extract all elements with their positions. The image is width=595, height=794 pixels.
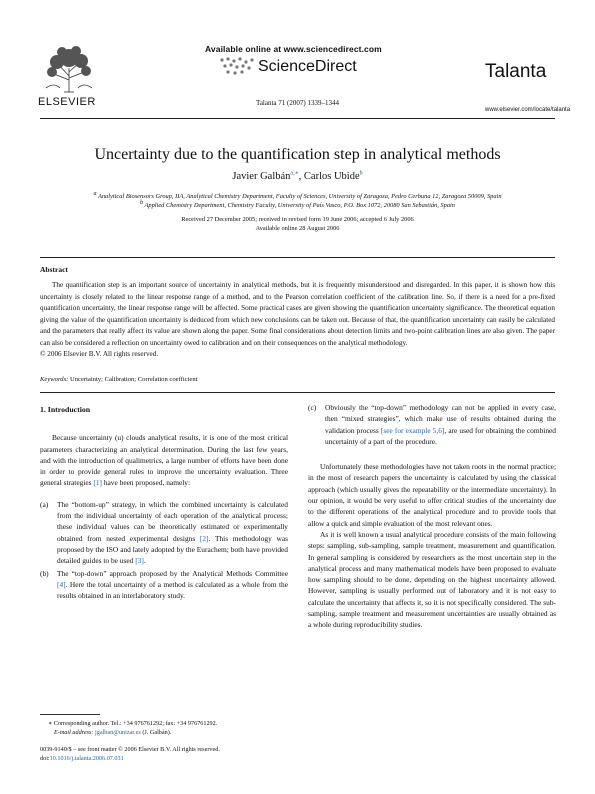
- header-rule: [40, 118, 555, 119]
- abstract-text: The quantification step is an important source of uncertainty in analytical methods, but it is frequently misunderstood and disregarded. In this paper, it is shown how this uncertainty is closely related to the linear response range of a method, and to the Pearson correlation coefficient of the calibration line. So, if there is a need for a pre-fixed quantification uncertainty, the linear response range will be affected. Some practical cases are given showing the quantification uncertainty significance. The theoretical equation giving the value of the quantification uncertainty is deduced from which new conclusions can be taken out. Because of that, the quantification uncertainty can easily be calculated and the parameters that really affect its value are shown along the paper. Some final considerations about detection limits and two-point calibration lines are also given. The paper can also be considered a reflection on uncertainty owed to calibration and on their consequences on the analytical methodology.: [40, 281, 555, 347]
- keywords-label: Keywords:: [40, 376, 69, 383]
- reference-link[interactable]: [4]: [57, 579, 66, 589]
- left-column: [40, 404, 288, 601]
- footnote: [40, 719, 290, 737]
- abstract-heading: Abstract: [40, 265, 68, 274]
- doi-label: doi:: [40, 755, 50, 762]
- footnote-text: Corresponding author. Tel.: +34 976761292; fax: +34 976761292.: [53, 720, 218, 727]
- footnote-rule: [40, 714, 100, 715]
- front-matter: [40, 745, 300, 763]
- reference-link[interactable]: [see for example 5,6]: [380, 425, 445, 435]
- abstract-bottom-rule: [40, 392, 555, 393]
- paragraph-text: .: [143, 556, 146, 566]
- email-label: E-mail address:: [54, 729, 94, 736]
- right-column: [308, 402, 556, 631]
- list-item-label: (a): [40, 499, 49, 509]
- abstract-copyright: © 2006 Elsevier B.V. All rights reserved.: [40, 350, 159, 358]
- list-item-label: (c): [308, 403, 317, 412]
- online-date: Available online 28 August 2006: [255, 225, 340, 232]
- journal-citation: Talanta 71 (2007) 1339–1344: [256, 99, 339, 107]
- paragraph-text: The “bottom-up” strategy, in which the combined uncertainty is calculated from the individual uncertainty of each operation of the analytical process; these individual values can be theoretically estimated or experimentally obtained from nested experimental designs: [57, 499, 288, 543]
- abstract-body: [40, 280, 555, 361]
- paragraph-text: Because uncertainty (u) clouds analytical results, it is one of the most critical parameters characterizing an analytical determination. During the last few years, and with the introduction of qualimetrics, a large number of efforts have been done in order to provide general rules to improve the uncertainty evaluation. Three general strategies: [40, 433, 288, 488]
- affiliation-text: Analytical Biosensors Group, IIA, Analytical Chemistry Department, Faculty of Sciences, University of Zaragoza, Pedro Cerbuna 12, Zaragoza 50009, Spain: [97, 193, 502, 200]
- list-item-text: [57, 568, 288, 602]
- paragraph-text: Obviously the “top-down” methodology can not be applied in every case, then “mixed strategies”, which make use of results obtained during the validation process: [325, 403, 556, 435]
- author-separator: ,: [298, 171, 304, 182]
- author-name: Javier Galbán: [232, 171, 291, 182]
- sciencedirect-wordmark: ScienceDirect: [258, 58, 357, 75]
- received-dates: Received 27 December 2005; received in revised form 19 June 2006; accepted 6 July 2006: [181, 216, 414, 223]
- elsevier-tree-logo: [40, 42, 98, 101]
- reference-link[interactable]: [2]: [199, 533, 209, 543]
- affiliation-a: [0, 190, 595, 200]
- paragraph-text: have been proposed, namely:: [101, 478, 191, 488]
- abstract-top-rule: [40, 257, 555, 258]
- list-item: [308, 402, 556, 447]
- list-item: [40, 499, 288, 567]
- author-line: [0, 171, 595, 182]
- sciencedirect-dots-logo: [218, 56, 258, 81]
- list-item-label: (b): [40, 568, 49, 578]
- reference-link[interactable]: [1]: [93, 478, 102, 488]
- paragraph-text: . Here the total uncertainty of a method is calculated as a whole from the results obtained in an interlaboratory study.: [57, 579, 288, 601]
- section-heading: 1. Introduction: [40, 405, 91, 414]
- keywords: [40, 376, 197, 383]
- list-item-text: [57, 499, 288, 567]
- journal-name: Talanta: [485, 61, 547, 82]
- doi-line: [40, 754, 300, 763]
- affiliation-marker: b: [140, 199, 143, 206]
- paragraph-text: , are used for obtaining the combined uncertainty of a part of the procedure.: [325, 425, 556, 446]
- body-paragraph: As it is well known a usual analytical procedure consists of the main following steps: sampling, sub-sampling, sample treatment, measurement and quantification. In general sampling is considered by researchers as the most uncertain step in the analytical process and many mathematical models have been proposed to evaluate how sampling should to be done, depending on the highest uncertainty allowed. However, sampling is usually performed out of laboratory and it is not easy to calculate the uncertainty that affects it, so it is not specifically considered. The sub-sampling, sample treatment and measurement uncertainties are usually obtained as a whole during reproducibility studies.: [308, 529, 556, 630]
- available-online-text: Available online at www.sciencedirect.com: [205, 44, 382, 54]
- issn-line: 0039-9140/$ – see front matter © 2006 Elsevier B.V. All rights reserved.: [40, 746, 220, 753]
- intro-paragraph: [40, 432, 288, 488]
- author-name: Carlos Ubide: [303, 171, 360, 182]
- email-note: [40, 728, 290, 737]
- affiliation-b: [0, 199, 595, 209]
- list-item: [40, 568, 288, 602]
- reference-link[interactable]: [3]: [135, 556, 144, 566]
- doi-link[interactable]: 10.1016/j.talanta.2006.07.031: [49, 755, 124, 762]
- keywords-text: Uncertainty; Calibration; Correlation coefficient: [69, 376, 198, 383]
- email-link[interactable]: jgalban@unizar.es: [95, 729, 141, 736]
- publisher-name: ELSEVIER: [38, 96, 96, 108]
- affiliation-text: Applied Chemistry Department, Chemistry Faculty, University of País Vasco, P.O. Box 1072, 20080 San Sebastián, Spain: [144, 202, 455, 209]
- author-affiliation-marker[interactable]: a,∗: [290, 170, 299, 177]
- footnote-symbol: ∗: [48, 720, 53, 727]
- list-item-text: [325, 402, 556, 447]
- affiliation-marker: a: [93, 190, 97, 197]
- paragraph-text: The “top-down” approach proposed by the Analytical Methods Committee: [57, 568, 288, 578]
- corresponding-author-note: [40, 719, 290, 728]
- body-paragraph: Unfortunately these methodologies have not taken roots in the normal practice; in the most of research papers the uncertainty is calculated by using the classical approach (which usually gives the repeatability or the intermediate uncertainty). In our opinion, it would be very useful to offer critical studies of the uncertainty due to the different operations of the analytical procedure and to provide tools that allow a quick and simple evaluation of the most relevant ones.: [308, 462, 556, 528]
- author-affiliation-marker[interactable]: b: [359, 170, 363, 177]
- paragraph-text: . This methodology was proposed by the ISO and lately adopted by the Eurachem; both have provided detailed guides to be used: [57, 533, 288, 566]
- email-owner: (J. Galbán).: [140, 729, 172, 736]
- article-title: Uncertainty due to the quantification step in analytical methods: [94, 146, 501, 163]
- journal-url[interactable]: www.elsevier.com/locate/talanta: [485, 107, 571, 113]
